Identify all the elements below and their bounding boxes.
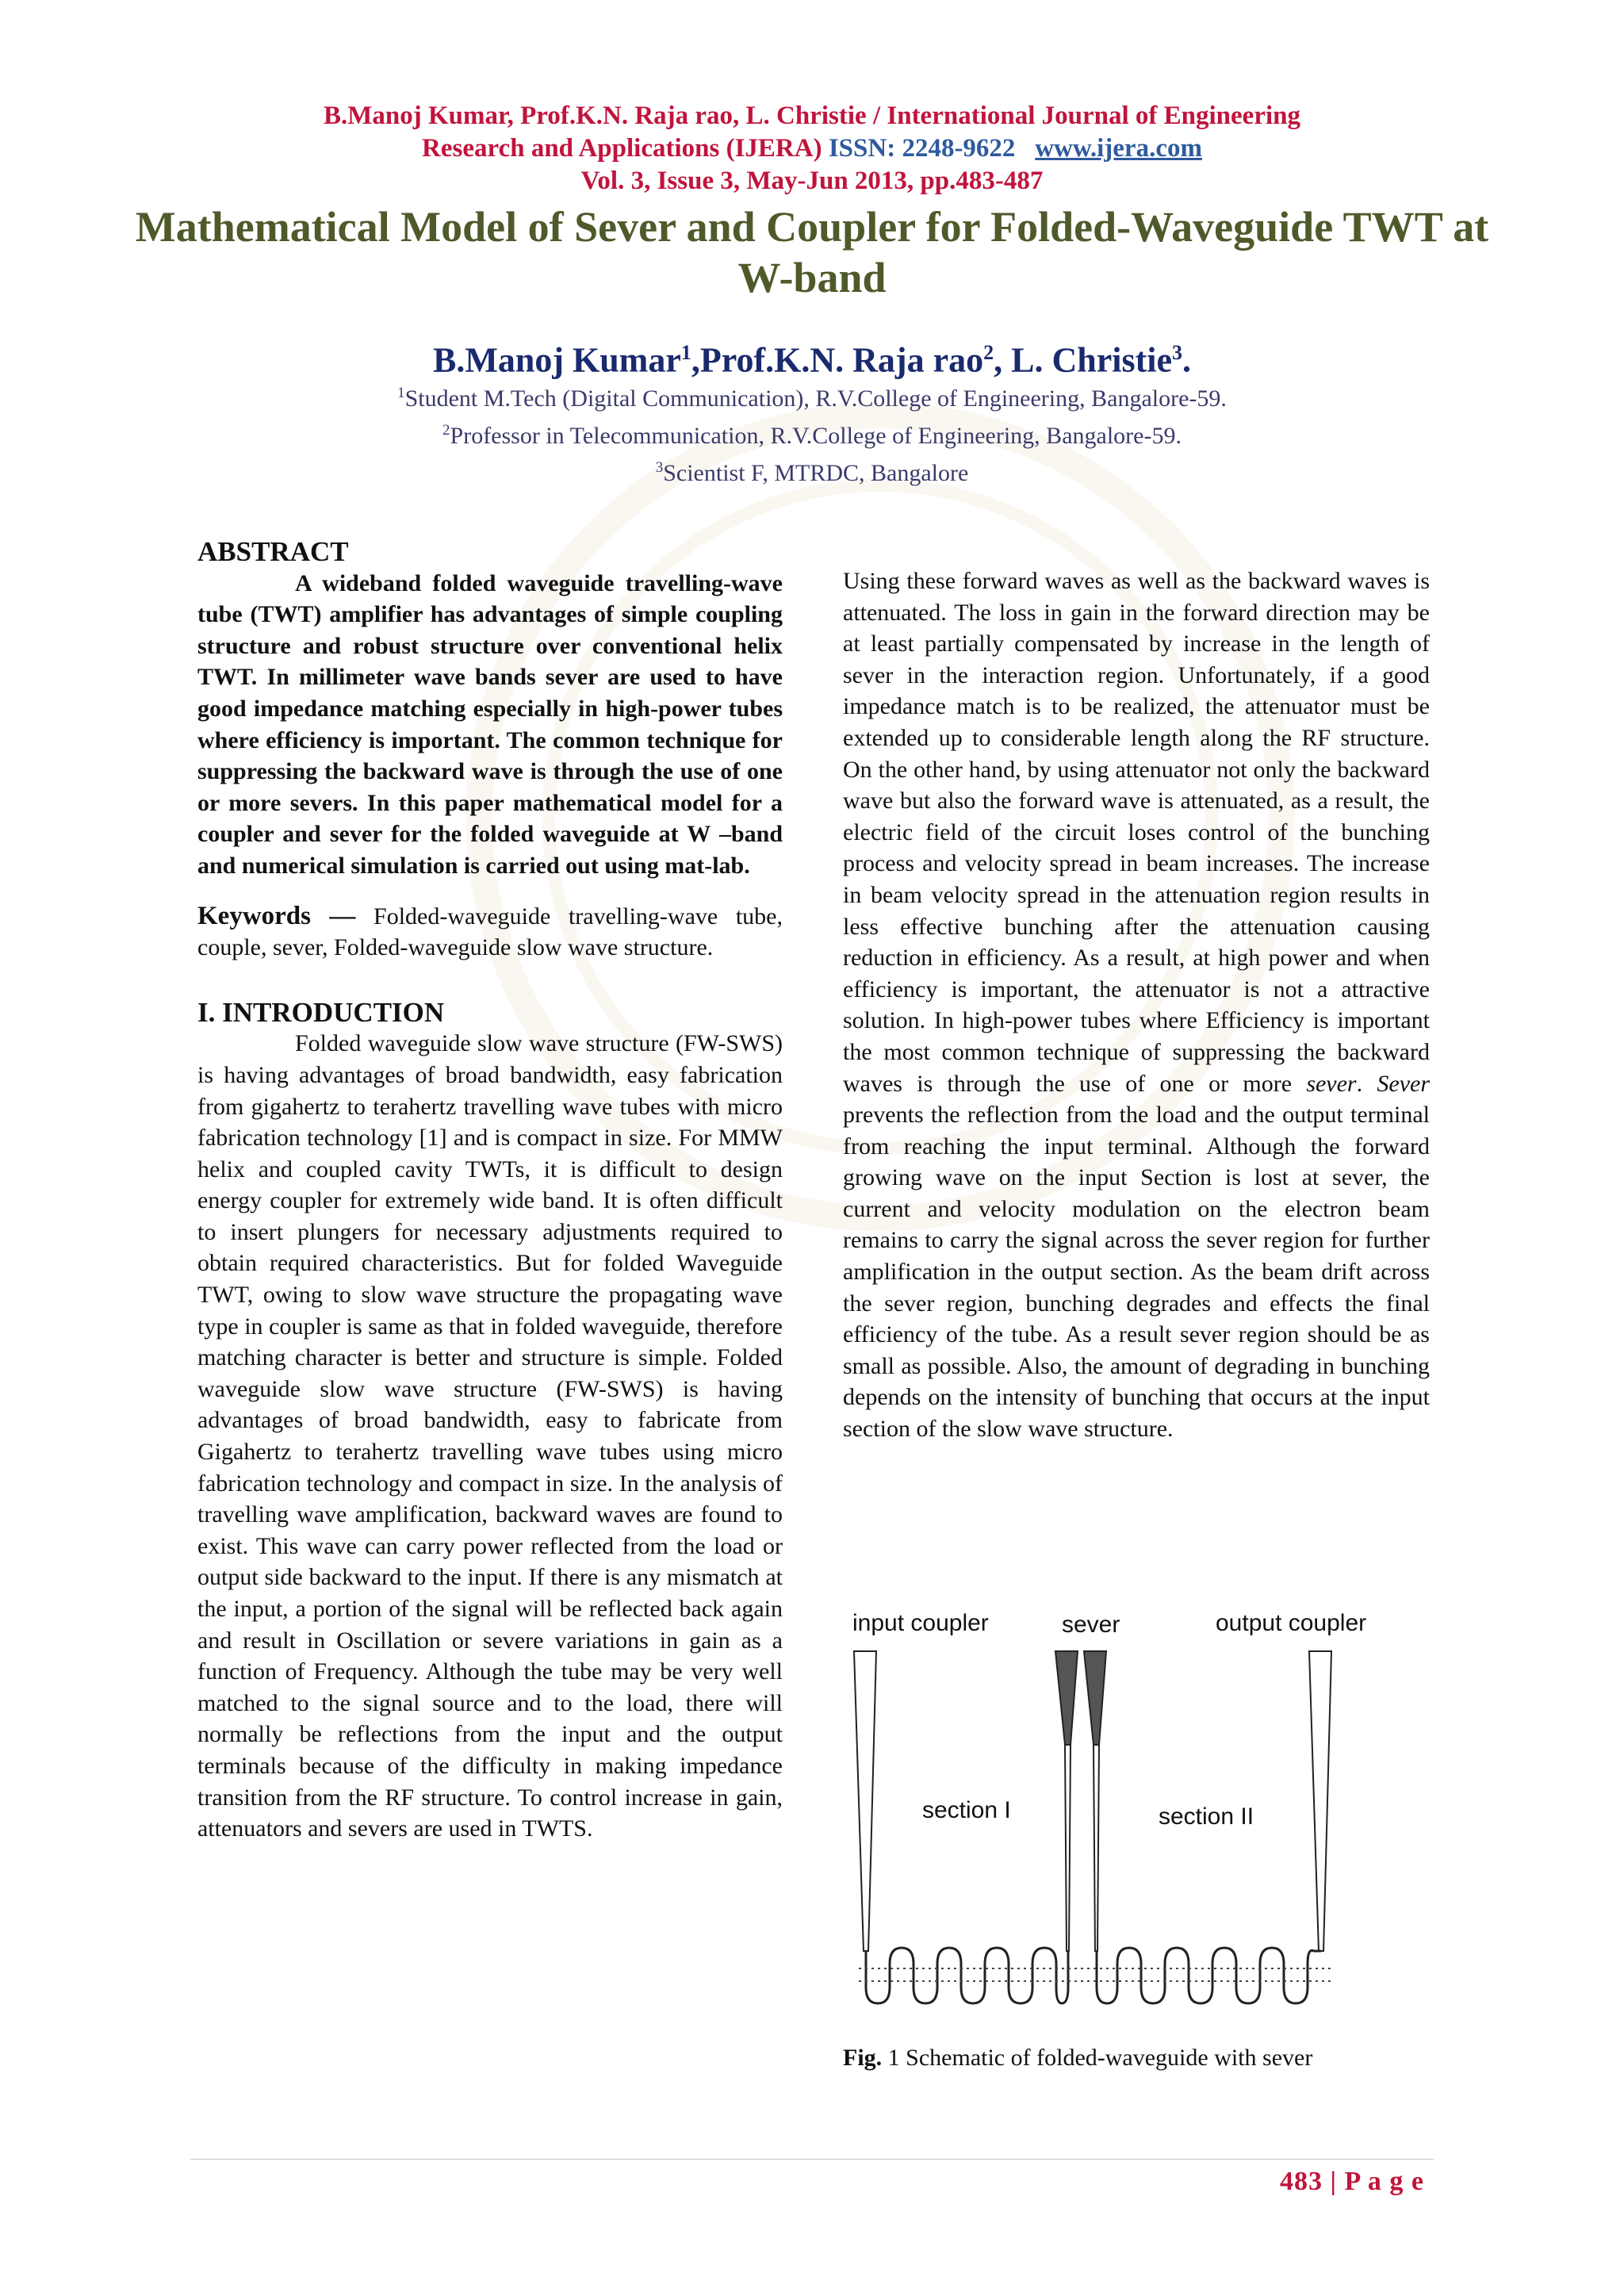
figure-caption-label: Fig. [843, 2045, 883, 2071]
affiliations [159, 378, 1465, 489]
abstract-heading: ABSTRACT [197, 536, 349, 567]
affiliation-1-text: Student M.Tech (Digital Communication), R.V.College of Engineering, Bangalore-59. [404, 385, 1227, 412]
header-line-3: Vol. 3, Issue 3, May-Jun 2013, pp.483-487 [580, 167, 1044, 195]
paper-title: Mathematical Model of Sever and Coupler for Folded-Waveguide TWT at W-band [135, 203, 1489, 301]
author-2: ,Prof.K.N. Raja rao [691, 340, 984, 380]
keywords-text: Folded-waveguide travelling-wave tube, couple, sever, Folded-waveguide slow wave structure. [197, 903, 783, 961]
author-end: . [1182, 340, 1191, 380]
label-input-coupler: input coupler [852, 1610, 989, 1636]
right-text-2: prevents the reflection from the load and the output terminal from reaching the input terminal. Although the forward growing wave on the input Section is lost at sever, the current and velocity modulation on the electron beam remains to carry the signal across the sever region for further amplification in the output section. As the beam drift across the sever region, bunching degrades and effects the final efficiency of the tube. As a result sever region should be as small as possible. Also, the amount of degrading in bunching depends on the intensity of bunching that occurs at the input section of the slow wave structure. [843, 1102, 1430, 1443]
page-number: 483 | P a g e [1280, 2167, 1424, 2196]
right-column [843, 565, 1430, 1445]
author-2-sup: 2 [983, 341, 994, 364]
sever-left-taper [1065, 1745, 1071, 1951]
right-column-paragraph [843, 565, 1430, 1445]
affiliation-1-sup: 1 [397, 385, 405, 401]
affiliation-3-sup: 3 [655, 459, 664, 476]
author-3-sup: 3 [1172, 341, 1182, 364]
keywords-label: Keywords — [197, 901, 356, 930]
header-issn: ISSN: 2248-9622 [828, 134, 1016, 163]
right-text-sever-italic-1: sever [1306, 1070, 1357, 1097]
affiliation-2-sup: 2 [442, 422, 450, 439]
label-section-1: section I [922, 1797, 1011, 1823]
keywords [197, 901, 783, 964]
journal-header [159, 100, 1465, 197]
label-sever: sever [1062, 1612, 1120, 1638]
sever-right-block [1084, 1651, 1106, 1745]
sever-left-block [1055, 1651, 1078, 1745]
folded-waveguide-schematic [843, 1602, 1367, 2038]
left-column [197, 536, 783, 1845]
abstract-text: A wideband folded waveguide travelling-wave tube (TWT) amplifier has advantages of simple coupling structure and robust structure over conventional helix TWT. In millimeter wave bands sever are used to have good impedance matching especially in high-power tubes where efficiency is important. The common technique for suppressing the backward wave is through the use of one or more severs. In this paper mathematical model for a coupler and sever for the folded waveguide at W –band and numerical simulation is carried out using mat-lab. [197, 569, 783, 879]
affiliation-3-text: Scientist F, MTRDC, Bangalore [663, 460, 969, 486]
header-journal-name: Research and Applications (IJERA) [422, 134, 822, 163]
right-text-mid: . [1356, 1070, 1377, 1097]
author-1-sup: 1 [680, 341, 691, 364]
figure-caption-text: 1 Schematic of folded-waveguide with sever [882, 2045, 1313, 2071]
author-list [159, 332, 1465, 382]
header-url-link[interactable]: www.ijera.com [1035, 134, 1202, 163]
input-coupler-taper [854, 1651, 876, 1951]
footer-rule [190, 2159, 1434, 2160]
serpentine-section-2 [1097, 1948, 1321, 2003]
affiliation-2-text: Professor in Telecommunication, R.V.College of Engineering, Bangalore-59. [450, 423, 1182, 449]
right-text-1: Using these forward waves as well as the backward waves is attenuated. The loss in gain in the forward direction may be at least partially compensated by increase in the length of sever in the interaction region. Unfortunately, if a good impedance match is to be realized, the attenuator must be extended up to considerable length along the RF structure. On the other hand, by using attenuator not only the backward wave but also the forward wave is attenuated, as a result, the electric field of the circuit loses control of the bunching process and velocity spread in beam increases. The increase in beam velocity spread in the attenuation region results in less effective bunching after the attenuation causing reduction in efficiency. As a result, at high power and when efficiency is important, the attenuator is not a attractive solution. In high-power tubes where Efficiency is important the most common technique of suppressing the backward waves is through the use of one or more [843, 568, 1430, 1097]
label-output-coupler: output coupler [1216, 1610, 1367, 1636]
author-3: , L. Christie [994, 340, 1172, 380]
sever-right-taper [1094, 1745, 1099, 1951]
right-text-sever-italic-2: Sever [1377, 1070, 1431, 1097]
serpentine-section-1 [866, 1948, 1068, 2003]
label-section-2: section II [1159, 1803, 1254, 1830]
header-line-1: B.Manoj Kumar, Prof.K.N. Raja rao, L. Christie / International Journal of Engineering [324, 102, 1300, 130]
affiliation-2 [159, 415, 1465, 452]
affiliation-3 [159, 452, 1465, 489]
introduction-text: Folded waveguide slow wave structure (FW-SWS) is having advantages of broad bandwidth, easy fabrication from gigahertz to terahertz travelling wave tubes with micro fabrication technology [1] and is compact in size. For MMW helix and coupled cavity TWTs, it is difficult to design energy coupler for extremely wide band. It is often difficult to insert plungers for necessary adjustments required to obtain required characteristics. But for folded Waveguide TWT, owing to slow wave structure the propagating wave type in coupler is same as that in folded waveguide, therefore matching character is better and structure is simple. Folded waveguide slow wave structure (FW-SWS) is having advantages of broad bandwidth, easy to fabricate from Gigahertz to terahertz travelling wave tubes using micro fabrication technology and compact in size. In the analysis of travelling wave amplification, backward waves are found to exist. This wave can carry power reflected from the load or output side backward to the input. If there is any mismatch at the input, a portion of the signal will be reflected back again and result in Oscillation or severe variations in gain as a function of Frequency. Although the tube may be very well matched to the signal source and to the load, there will normally be reflections from the input and the output terminals because of the difficulty in making impedance transition from the RF structure. To control increase in gain, attenuators and severs are used in TWTS. [197, 1030, 783, 1842]
author-1: B.Manoj Kumar [432, 340, 681, 380]
header-line-2 [159, 132, 1465, 165]
figure-caption [843, 2045, 1312, 2072]
affiliation-1 [159, 378, 1465, 415]
introduction-heading: I. INTRODUCTION [197, 996, 445, 1028]
output-coupler-taper [1309, 1651, 1331, 1951]
